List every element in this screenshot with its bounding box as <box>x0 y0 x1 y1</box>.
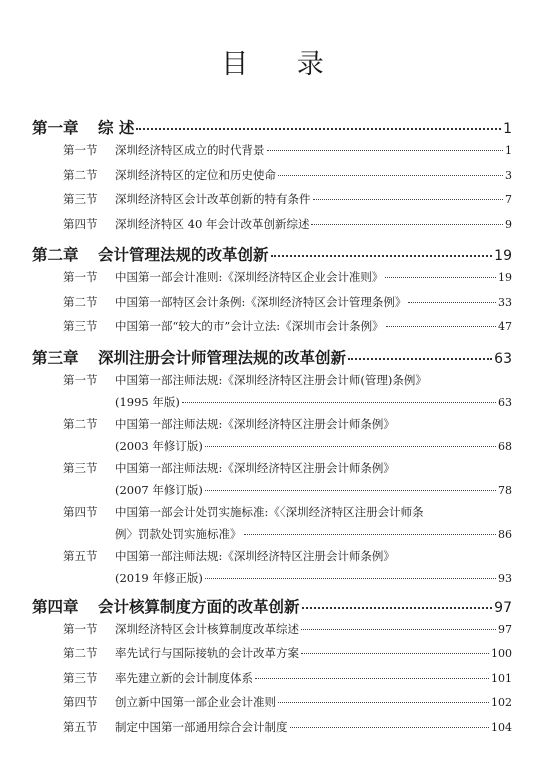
page-number: 63 <box>494 350 512 367</box>
section-entry[interactable] <box>32 142 512 167</box>
chapter-title: 深圳注册会计师管理法规的改革创新 <box>98 348 347 367</box>
section-title: 中国第一部会计处罚实施标准:《〈深圳经济特区注册会计师条 <box>115 504 424 519</box>
section-entry[interactable] <box>32 269 512 294</box>
section-number: 第二节 <box>63 294 98 309</box>
page-number: 3 <box>505 168 512 182</box>
chapter-number: 第一章 <box>32 119 79 137</box>
page-number: 33 <box>498 295 512 309</box>
page-number: 78 <box>498 483 512 497</box>
page-number: 47 <box>498 320 512 333</box>
chapter-title: 会计核算制度方面的改革创新 <box>98 597 300 616</box>
section-title: 率先试行与国际接轨的会计改革方案 <box>115 646 299 660</box>
section-title-continued: 例〉罚款处罚实施标准》 <box>115 526 242 541</box>
page-number: 93 <box>498 571 512 585</box>
page-number: 1 <box>503 121 512 137</box>
page-title: 目 录 <box>221 49 344 80</box>
page-number: 97 <box>494 599 512 616</box>
section-number: 第一节 <box>63 270 98 284</box>
page-number: 1 <box>505 144 512 157</box>
page-number: 97 <box>498 622 512 636</box>
section-title: 深圳经济特区会计改革创新的特有条件 <box>115 192 311 206</box>
dot-leader <box>271 255 493 257</box>
section-number: 第四节 <box>63 695 98 709</box>
dot-leader <box>301 653 489 654</box>
dot-leader <box>301 629 496 630</box>
section-entry[interactable] <box>32 719 512 744</box>
section-title: 中国第一部注师法规:《深圳经济特区注册会计师条例》 <box>115 416 395 431</box>
dot-leader <box>302 607 493 609</box>
section-title: 中国第一部注师法规:《深圳经济特区注册会计师(管理)条例》 <box>115 372 427 387</box>
page-number: 100 <box>491 647 512 660</box>
page-number: 101 <box>491 671 512 685</box>
section-number: 第五节 <box>63 719 98 734</box>
chapter-1-entry[interactable] <box>32 116 512 142</box>
chapter-3-entry[interactable] <box>32 346 512 372</box>
dot-leader <box>136 128 501 130</box>
section-number: 第二节 <box>63 167 98 182</box>
section-entry[interactable] <box>32 416 512 460</box>
section-number: 第三节 <box>63 460 98 475</box>
section-number: 第三节 <box>63 319 98 333</box>
section-title: 中国第一部会计准则:《深圳经济特区企业会计准则》 <box>115 270 384 284</box>
section-entry[interactable] <box>32 645 512 670</box>
section-entry[interactable] <box>32 548 512 592</box>
section-entry[interactable] <box>32 216 512 241</box>
chapter-number: 第四章 <box>32 597 79 616</box>
chapter-number: 第三章 <box>32 348 79 367</box>
section-title: 中国第一部特区会计条例:《深圳经济特区会计管理条例》 <box>115 294 407 309</box>
section-number: 第二节 <box>63 646 98 660</box>
section-title: 制定中国第一部通用综合会计制度 <box>115 719 288 734</box>
chapter-2-entry[interactable] <box>32 243 512 269</box>
dot-leader <box>290 727 490 728</box>
section-number: 第三节 <box>63 192 98 206</box>
dot-leader <box>278 702 489 703</box>
page-number: 102 <box>491 696 512 709</box>
section-entry[interactable] <box>32 670 512 695</box>
page-number: 86 <box>498 527 512 541</box>
page-number: 9 <box>505 217 512 231</box>
table-of-contents <box>32 113 512 743</box>
section-entry[interactable] <box>32 294 512 319</box>
section-title-continued: (2019 年修正版) <box>115 570 203 585</box>
page-number: 68 <box>498 439 512 453</box>
dot-leader <box>348 358 492 360</box>
chapter-title: 综 述 <box>98 119 135 137</box>
page-number: 19 <box>494 248 512 264</box>
dot-leader <box>255 678 489 679</box>
dot-leader <box>244 534 497 535</box>
page-number: 63 <box>498 395 512 409</box>
page-number: 7 <box>505 193 512 206</box>
section-title: 率先建立新的会计制度体系 <box>115 670 253 685</box>
section-title: 深圳经济特区 40 年会计改革创新综述 <box>115 216 310 231</box>
section-number: 第一节 <box>63 143 98 157</box>
section-title-continued: (2007 年修订版) <box>115 482 203 497</box>
section-number: 第一节 <box>63 621 98 636</box>
dot-leader <box>182 402 496 403</box>
section-entry[interactable] <box>32 167 512 192</box>
section-number: 第五节 <box>63 548 98 563</box>
section-title: 中国第一部“较大的市”会计立法:《深圳市会计条例》 <box>115 319 384 333</box>
section-number: 第四节 <box>63 216 98 231</box>
section-title: 中国第一部注师法规:《深圳经济特区注册会计师条例》 <box>115 548 395 563</box>
dot-leader <box>278 175 503 176</box>
dot-leader <box>267 150 504 151</box>
dot-leader <box>313 199 504 200</box>
section-entry[interactable] <box>32 318 512 343</box>
section-title: 深圳经济特区会计核算制度改革综述 <box>115 621 299 636</box>
dot-leader <box>408 302 496 303</box>
section-number: 第二节 <box>63 416 98 431</box>
section-title: 深圳经济特区的定位和历史使命 <box>115 167 276 182</box>
section-entry[interactable] <box>32 460 512 504</box>
section-number: 第一节 <box>63 372 98 387</box>
dot-leader <box>311 224 503 225</box>
section-entry[interactable] <box>32 372 512 416</box>
section-entry[interactable] <box>32 694 512 719</box>
section-entry[interactable] <box>32 621 512 646</box>
dot-leader <box>385 277 496 278</box>
section-title: 深圳经济特区成立的时代背景 <box>115 143 265 157</box>
page-number: 19 <box>498 271 512 284</box>
section-number: 第三节 <box>63 670 98 685</box>
chapter-4-entry[interactable] <box>32 595 512 621</box>
section-entry[interactable] <box>32 191 512 216</box>
dot-leader <box>205 446 496 447</box>
dot-leader <box>205 490 496 491</box>
section-title: 中国第一部注师法规:《深圳经济特区注册会计师条例》 <box>115 460 395 475</box>
section-title-continued: (2003 年修订版) <box>115 438 203 453</box>
dot-leader <box>205 578 496 579</box>
chapter-number: 第二章 <box>32 246 79 264</box>
section-entry[interactable] <box>32 504 512 548</box>
chapter-title: 会计管理法规的改革创新 <box>98 246 269 264</box>
section-number: 第四节 <box>63 504 98 519</box>
section-title: 创立新中国第一部企业会计准则 <box>115 695 276 709</box>
dot-leader <box>386 326 496 327</box>
section-title-continued: (1995 年版) <box>115 394 180 409</box>
page-number: 104 <box>491 720 512 734</box>
